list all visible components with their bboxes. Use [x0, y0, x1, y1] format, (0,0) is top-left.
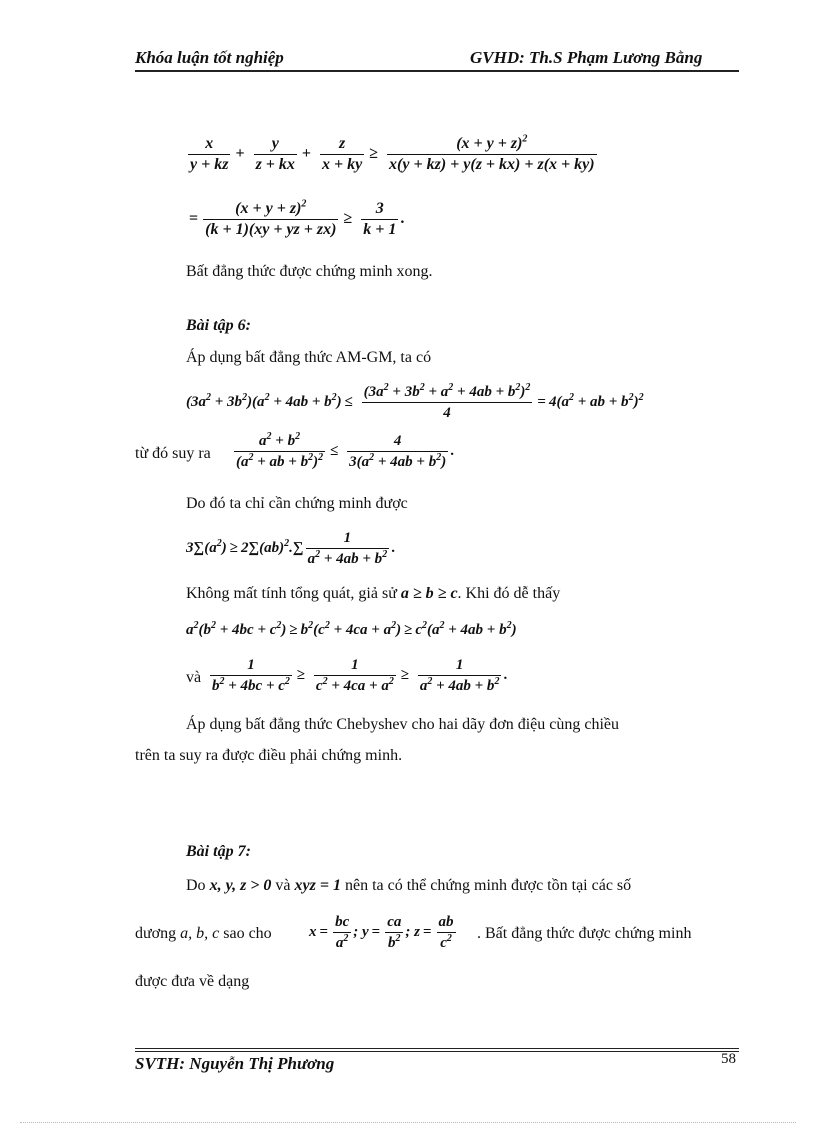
header-rule: [135, 70, 739, 72]
exercise-6-doda: Do đó ta chỉ cần chứng minh được: [186, 495, 408, 512]
footer-rule-bottom: [135, 1051, 739, 1052]
exercise-6-tudo: từ đó suy ra: [135, 445, 211, 462]
formula-equals-bound: = $\frac{(x + y + z)^2}{(k + 1)(xy + yz + zx)}$ ≥ $\frac{3}{k + 1}$ .: [189, 198, 405, 238]
header-left: Khóa luận tốt nghiệp: [135, 48, 284, 67]
proof-done-text: Bất đẳng thức được chứng minh xong.: [186, 263, 433, 280]
formula-substitution: x = $\frac{bc}{a^2}$ ; y = $\frac{ca}{b^2}$ ; z = $\frac{ab}{c^2}$: [309, 914, 454, 951]
exercise-7-last: được đưa về dạng: [135, 973, 250, 990]
header-right: GVHD: Th.S Phạm Lương Bằng: [470, 48, 703, 67]
formula-ratio: $\frac{a^2 + b^2}{(a^2 + ab + b^2)^2}$ ≤ $\frac{4}{3(a^2 + 4ab + b^2)}$ .: [236, 431, 454, 470]
footer-rule-top: [135, 1048, 739, 1049]
exercise-7-after: . Bất đẳng thức được chứng minh: [477, 925, 692, 942]
formula-chain: $a^2(b^2 + 4bc + c^2) \ge b^2(c^2 + 4ca + a^2) \ge c^2(a^2 + 4ab + b^2)$: [186, 620, 517, 638]
exercise-6-khong-text: Không mất tính tổng quát, giả sử: [186, 585, 397, 602]
page-number: 58: [721, 1051, 736, 1067]
exercise-6-va: và: [186, 669, 202, 686]
formula-amgm: $(3a^2 + 3b^2)(a^2 + 4ab + b^2)$ ≤ $\frac{(3a^2 + 3b^2 + a^2 + 4ab + b^2)^2}{4}$ = $4(a^2$ + ab + $b^2)^2$: [186, 382, 644, 421]
exercise-7-do: Do: [186, 877, 206, 894]
footer-author: SVTH: Nguyễn Thị Phương: [135, 1054, 335, 1073]
exercise-7-line2: [135, 924, 272, 944]
exercise-7-abc: a, b, c: [180, 925, 220, 942]
exercise-6-chebyshev-2: trên ta suy ra được điều phải chứng minh.: [135, 747, 403, 764]
exercise-7-duong: dương: [135, 925, 177, 942]
exercise-6-title: Bài tập 6:: [186, 317, 251, 334]
exercise-7-line1: Do x, y, z > 0 và xyz = 1 nên ta có thể chứng minh được tồn tại các số: [186, 877, 632, 894]
exercise-7-rest: nên ta có thể chứng minh được tồn tại các số: [344, 877, 632, 894]
exercise-7-title: Bài tập 7:: [186, 843, 251, 860]
exercise-6-chebyshev-1: Áp dụng bất đẳng thức Chebyshev cho hai dãy đơn điệu cùng chiều: [186, 716, 620, 733]
exercise-7-va: và: [275, 877, 291, 894]
formula-sum-fractions: $\frac{x}{y + kz}$ + $\frac{y}{z + kx}$ + $\frac{z}{x + ky}$ ≥ $\frac{(x + y + z)^2}{x(y + kz) + y(z + kx) + z(x + ky)}$: [190, 133, 595, 173]
formula-sigma: $3\sum(a^2) \ge 2\sum(ab)^2.\sum$ $\frac{1}{a^2 + 4ab + b^2}$ .: [186, 530, 395, 567]
exercise-6-intro: Áp dụng bất đẳng thức AM-GM, ta có: [186, 349, 432, 366]
exercise-7-saocho: sao cho: [223, 925, 272, 942]
formula-reciprocals: $\frac{1}{b^2 + 4bc + c^2}$ ≥ $\frac{1}{c^2 + 4ca + a^2}$ ≥ $\frac{1}{a^2 + 4ab + b^2}$ .: [212, 657, 508, 694]
exercise-6-khong-end: . Khi đó dễ thấy: [457, 585, 561, 602]
exercise-6-khong: Không mất tính tổng quát, giả sử a ≥ b ≥ c. Khi đó dễ thấy: [186, 585, 561, 602]
